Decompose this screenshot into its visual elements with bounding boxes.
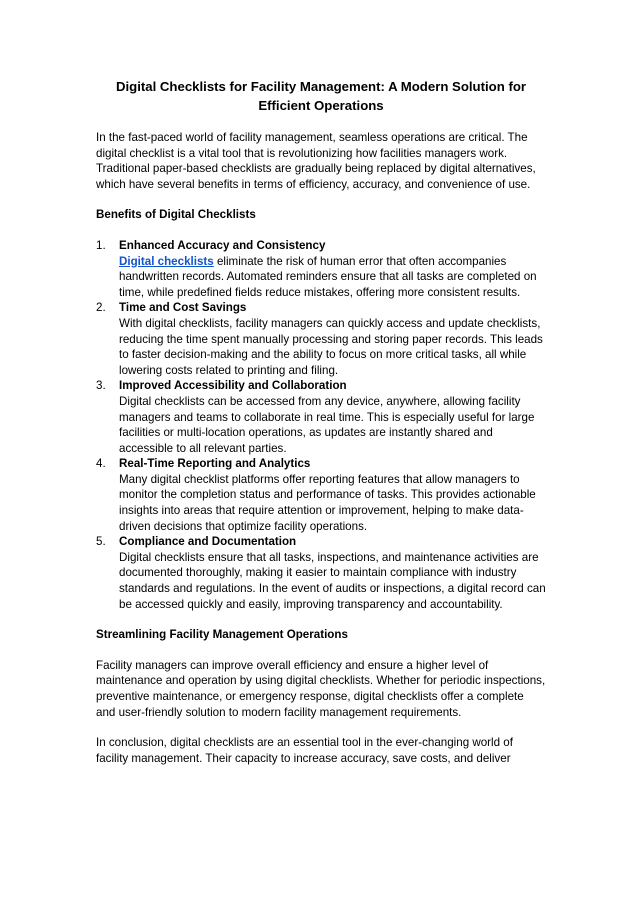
benefit-number: 1.: [96, 238, 106, 252]
benefit-item-5: [96, 534, 546, 612]
benefit-item-1: [96, 238, 546, 300]
benefit-title: Improved Accessibility and Collaboration: [119, 379, 347, 393]
benefit-number: 5.: [96, 535, 106, 549]
benefits-heading: Benefits of Digital Checklists: [96, 208, 256, 222]
benefits-list: [96, 238, 546, 612]
page-title: Digital Checklists for Facility Management: A Modern Solution for Efficient Operations: [115, 79, 527, 113]
intro-paragraph: In the fast-paced world of facility management, seamless operations are critical. The digital checklist is a vital tool that is revolutionizing how facilities managers work. Traditional paper-based checklists are gradually being replaced by digital alternatives, which have several benefits in terms of efficiency, accuracy, and convenience of use.: [96, 131, 536, 191]
benefit-body: Digital checklists can be accessed from any device, anywhere, allowing facility managers and teams to collaborate in real time. This is especially useful for large facilities or multi-location operations, as updates are instantly shared and accessible to all relevant parties.: [119, 394, 535, 455]
streamlining-heading: Streamlining Facility Management Operations: [96, 628, 348, 642]
benefit-body: With digital checklists, facility managers can quickly access and update checklists, reducing the time spent manually processing and storing paper records. This leads to faster decision-making and the ability to focus on more critical tasks, all while lowering costs related to printing and filing.: [119, 316, 543, 377]
benefit-item-3: [96, 378, 546, 456]
benefit-body: Digital checklists ensure that all tasks, inspections, and maintenance activities are documented thoroughly, making it easier to maintain compliance with industry standards and regulations. In the event of audits or inspections, a digital record can be accessed quickly and easily, improving transparency and accountability.: [119, 550, 546, 611]
benefit-item-2: [96, 300, 546, 378]
benefit-body-text: eliminate the risk of human error that often accompanies handwritten records. Automated reminders ensure that all tasks are completed on time, while predefined fields reduce mistakes, offering more consistent results.: [119, 254, 537, 299]
streamlining-paragraph: Facility managers can improve overall efficiency and ensure a higher level of maintenance and operation by using digital checklists. Whether for periodic inspections, preventive maintenance, or emergency response, digital checklists offer a complete and user-friendly solution to modern facility management requirements.: [96, 658, 546, 719]
benefit-title: Time and Cost Savings: [119, 301, 247, 315]
benefit-number: 4.: [96, 457, 106, 471]
benefit-item-4: [96, 456, 546, 534]
benefit-title: Real-Time Reporting and Analytics: [119, 457, 311, 471]
benefit-body: [119, 254, 546, 301]
benefit-number: 3.: [96, 379, 106, 393]
benefit-body: Many digital checklist platforms offer reporting features that allow managers to monitor the completion status and performance of tasks. This provides actionable insights into areas that require attention or improvement, helping to make data-driven decisions that optimize facility operations.: [119, 472, 536, 533]
digital-checklists-link[interactable]: Digital checklists: [119, 254, 214, 268]
benefit-title: Enhanced Accuracy and Consistency: [119, 238, 326, 252]
conclusion-paragraph: In conclusion, digital checklists are an essential tool in the ever-changing world of facility management. Their capacity to increase accuracy, save costs, and deliver: [96, 736, 513, 765]
benefit-title: Compliance and Documentation: [119, 535, 297, 549]
benefit-number: 2.: [96, 301, 106, 315]
